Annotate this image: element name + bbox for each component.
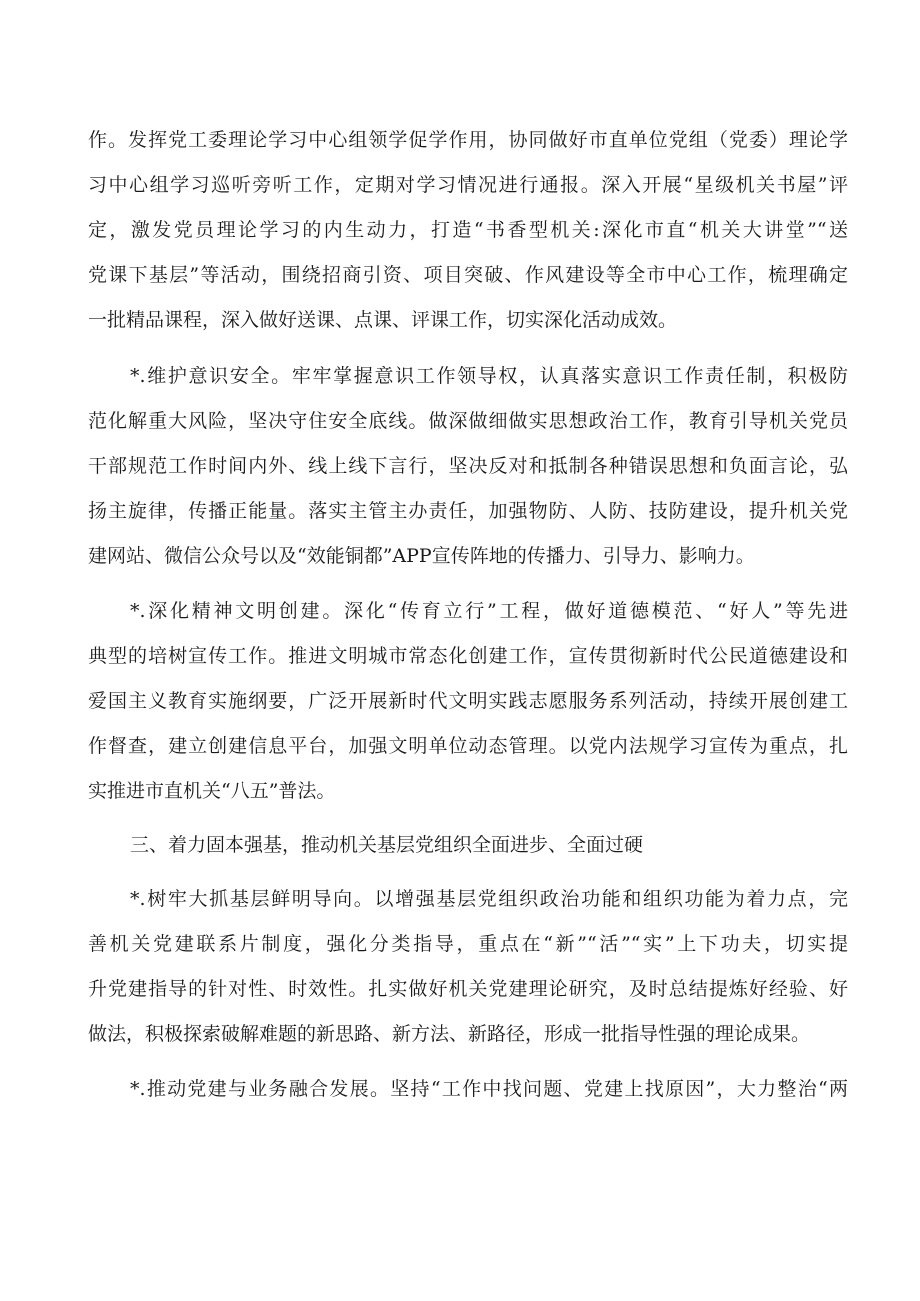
text-line: 典型的培树宣传工作。推进文明城市常态化创建工作，宣传贯彻新时代公民道德建设和 — [88, 645, 848, 667]
text-line: 党课下基层”等活动，围绕招商引资、项目突破、作风建设等全市中心工作，梳理确定 — [88, 264, 848, 286]
text-line: 一批精品课程，深入做好送课、点课、评课工作，切实深化活动成效。 — [88, 309, 678, 331]
text-line: 作督查，建立创建信息平台，加强文明单位动态管理。以党内法规学习宣传为重点，扎 — [88, 735, 848, 757]
text-line: *.维护意识安全。牢牢掌握意识工作领导权，认真落实意识工作责任制，积极防 — [130, 365, 848, 387]
text-line: *.深化精神文明创建。深化“传育立行”工程，做好道德模范、“好人”等先进 — [130, 600, 848, 622]
text-line: 升党建指导的针对性、时效性。扎实做好机关党建理论研究，及时总结提炼好经验、好 — [88, 978, 848, 1000]
text-line: 善机关党建联系片制度，强化分类指导，重点在“新”“活”“实”上下功夫，切实提 — [88, 933, 848, 955]
text-line: 建网站、微信公众号以及“效能铜都”APP宣传阵地的传播力、引导力、影响力。 — [88, 545, 755, 567]
text-line: 干部规范工作时间内外、线上线下言行，坚决反对和抵制各种错误思想和负面言论，弘 — [88, 455, 848, 477]
text-line: 实推进市直机关“八五”普法。 — [88, 780, 336, 802]
text-line: 作。发挥党工委理论学习中心组领学促学作用，协同做好市直单位党组（党委）理论学 — [88, 129, 848, 151]
text-line: *.推动党建与业务融合发展。坚持“工作中找问题、党建上找原因”，大力整治“两 — [130, 1078, 848, 1100]
text-line: *.树牢大抓基层鲜明导向。以增强基层党组织政治功能和组织功能为着力点，完 — [130, 888, 848, 910]
text-line: 习中心组学习巡听旁听工作，定期对学习情况进行通报。深入开展“星级机关书屋”评 — [88, 174, 848, 196]
text-line: 范化解重大风险，坚决守住安全底线。做深做细做实思想政治工作，教育引导机关党员 — [88, 410, 848, 432]
text-line: 做法，积极探索破解难题的新思路、新方法、新路径，形成一批指导性强的理论成果。 — [88, 1023, 811, 1045]
text-line: 爱国主义教育实施纲要，广泛开展新时代文明实践志愿服务系列活动，持续开展创建工 — [88, 690, 848, 712]
section-heading: 三、着力固本强基，推动机关基层党组织全面进步、全面过硬 — [130, 834, 644, 856]
text-line: 定，激发党员理论学习的内生动力，打造“书香型机关:深化市直“机关大讲堂”“送 — [88, 219, 848, 241]
text-line: 扬主旋律，传播正能量。落实主管主办责任，加强物防、人防、技防建设，提升机关党 — [88, 500, 848, 522]
